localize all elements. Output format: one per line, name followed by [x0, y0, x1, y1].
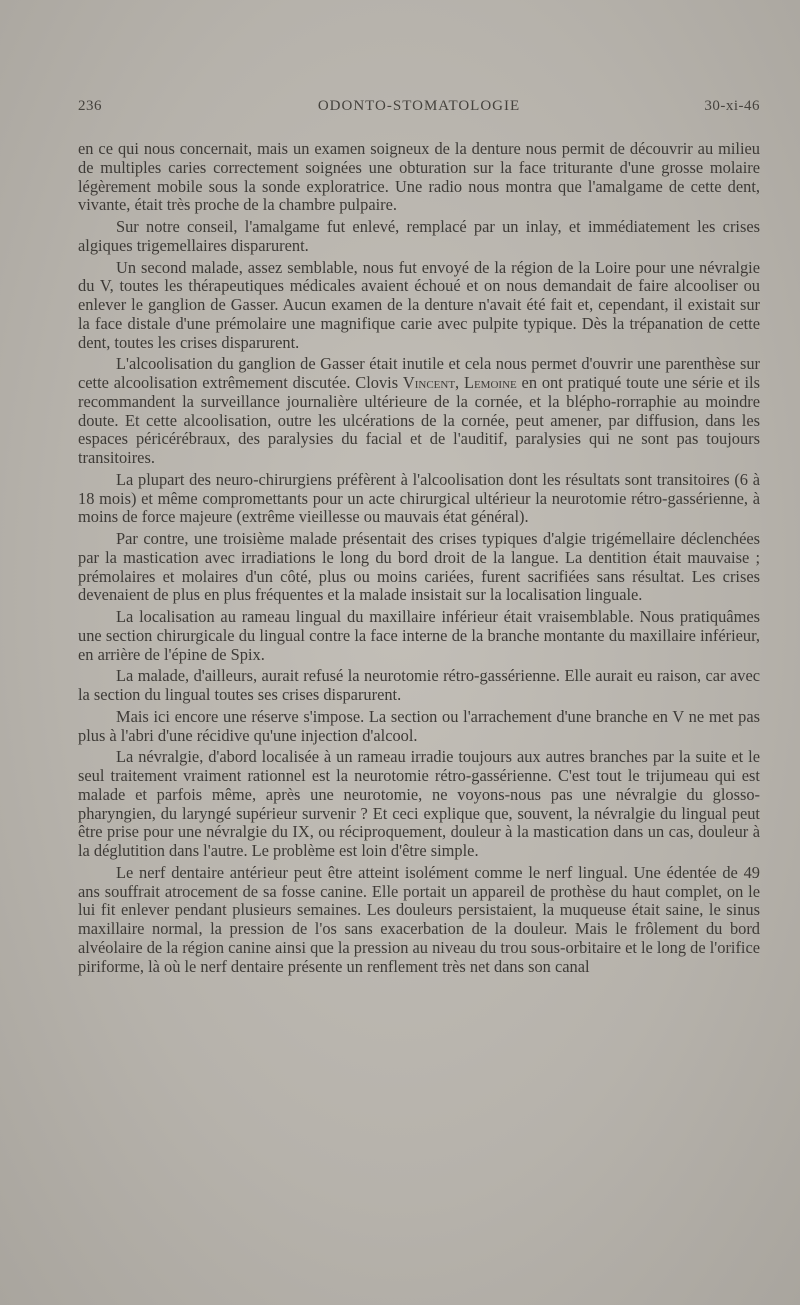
running-header — [78, 98, 760, 122]
paragraph-6: Par contre, une troisième malade présentait des crises typiques d'algie trigémellaire déclenchées par la mastication avec irradiations le long du bord droit de la langue. La dentition était mauvaise ; prémolaires et molaires d'un côté, plus ou moins cariées, furent sacrifiées sans résultat. Les crises devenaient de plus en plus fréquentes et la malade insistait sur la localisation linguale. — [78, 529, 760, 605]
issue-date: 30-xi-46 — [704, 98, 760, 114]
paragraph-4-text-b: , — [455, 373, 464, 392]
paragraph-7: La localisation au rameau lingual du maxillaire inférieur était vraisemblable. Nous pratiquâmes une section chirurgicale du lingual contre la face interne de la branche montante du maxillaire inférieur, en arrière de l'épine de Spix. — [78, 607, 760, 664]
page-number: 236 — [78, 98, 102, 114]
paragraph-4-text-c: en ont pratiqué toute une série et ils recommandent la surveillance journalière ultérieure de la cornée, et la blépho-rorraphie au moindre doute. Et cette alcoolisation, outre les ulcérations de la cornée, peut amener, par diffusion, dans les espaces péricérébraux, des paralysies du facial et de l'auditif, paralysies qui ne sont pas toujours transitoires. — [78, 373, 760, 467]
paragraph-4 — [78, 355, 760, 468]
paragraph-4-text-a: L'alcoolisation du ganglion de Gasser était inutile et cela nous permet d'ouvrir une parenthèse sur cette alcoolisation extrêmement discutée. Clovis — [78, 354, 760, 392]
paragraph-9: Mais ici encore une réserve s'impose. La section ou l'arrachement d'une branche en V ne met pas plus à l'abri d'une récidive qu'une injection d'alcool. — [78, 706, 760, 745]
paragraph-1: en ce qui nous concernait, mais un examen soigneux de la denture nous permit de découvrir au milieu de multiples caries correctement soignées une obturation sur la face triturante d'une grosse molaire légèrement mobile sous la sonde exploratrice. Une radio nous montra que l'amalgame de cette dent, vivante, était très proche de la chambre pulpaire. — [78, 139, 760, 215]
paragraph-3: Un second malade, assez semblable, nous fut envoyé de la région de la Loire pour une névralgie du V, toutes les thérapeutiques médicales avaient échoué et on nous demandait de faire alcooliser ou enlever le ganglion de Gasser. Aucun examen de la denture n'avait été fait et, cependant, il existait sur la face distale d'une prémolaire une magnifique carie avec pulpite typique. Dès la trépanation de cette dent, toutes les crises disparurent. — [78, 257, 760, 352]
paragraph-10: La névralgie, d'abord localisée à un rameau irradie toujours aux autres branches par la suite et le seul traitement vraiment rationnel est la neurotomie rétro-gassérienne. C'est tout le trijumeau qui est malade et parfois même, après une neurotomie, ne voyons-nous pas une névralgie du glosso-pharyngien, du laryngé supérieur survenir ? Et ceci explique que, souvent, la névralgie du lingual peut être prise pour une névralgie du IX, ou réciproquement, douleur à la mastication dans un cas, douleur à la déglutition dans l'autre. Le problème est loin d'être simple. — [78, 747, 760, 860]
paragraph-5: La plupart des neuro-chirurgiens préfèrent à l'alcoolisation dont les résultats sont transitoires (6 à 18 mois) et même compromettants pour un acte chirurgical ultérieur la neurotomie rétro-gassérienne, à moins de force majeure (extrême vieillesse ou mauvais état général). — [78, 469, 760, 527]
paragraph-2: Sur notre conseil, l'amalgame fut enlevé, remplacé par un inlay, et immédiatement les crises algiques trigemellaires disparurent. — [78, 217, 760, 255]
article-body — [78, 140, 760, 979]
paragraph-8: La malade, d'ailleurs, aurait refusé la neurotomie rétro-gassérienne. Elle aurait eu raison, car avec la section du lingual toutes ses crises disparurent. — [78, 666, 760, 704]
journal-title: ODONTO-STOMATOLOGIE — [317, 98, 521, 114]
author-name-lemoine: Lemoine — [463, 373, 517, 392]
paragraph-11: Le nerf dentaire antérieur peut être atteint isolément comme le nerf lingual. Une édentée de 49 ans souffrait atrocement de sa fosse canine. Elle portait un appareil de prothèse du haut complet, on le lui fit enlever pendant plusieurs semaines. Les douleurs persistaient, la muqueuse était saine, le sinus maxillaire normal, la pression de l'os sans exacerbation de la douleur. Mais le frôlement du bord alvéolaire de la région canine ainsi que la pression au niveau du trou sous-orbitaire et le long de l'orifice piriforme, là où le nerf dentaire présente un renflement très net dans son canal — [78, 862, 761, 976]
author-name-vincent: Vincent — [402, 373, 456, 392]
